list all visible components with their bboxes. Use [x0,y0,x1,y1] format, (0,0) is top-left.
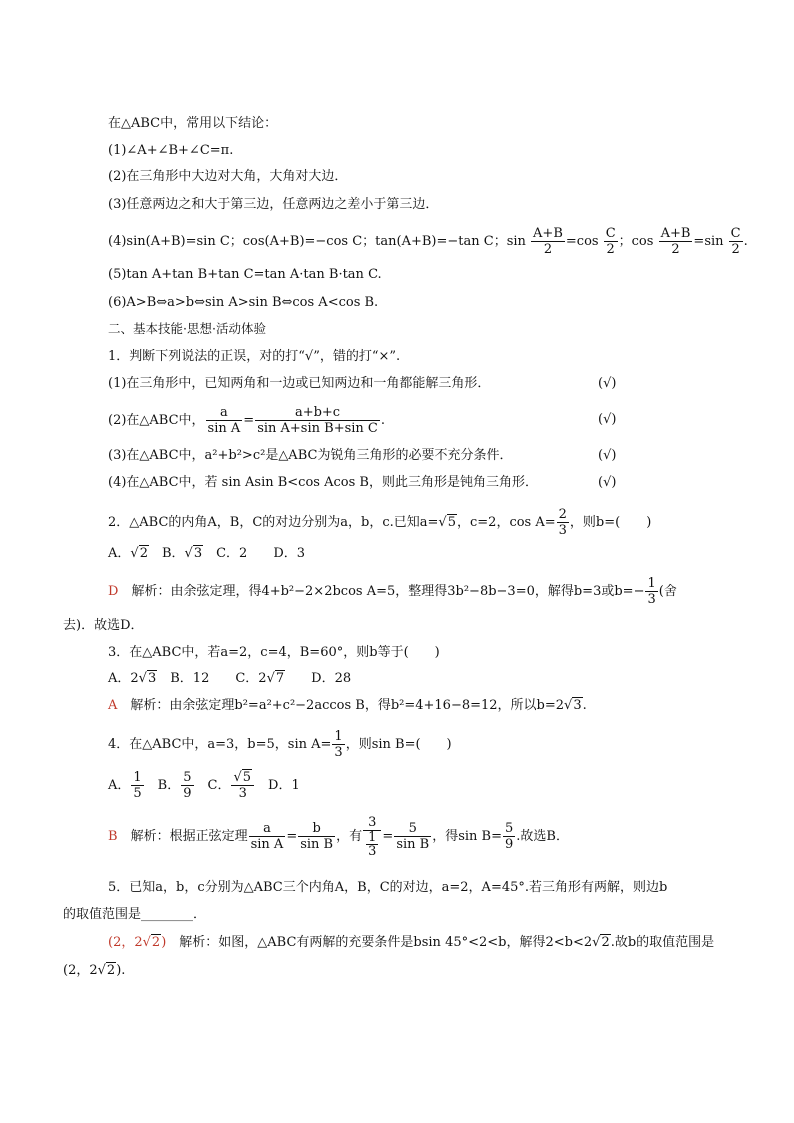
fraction: $\frac{5}{9}$ [504,821,514,852]
q1-mark-3: (√) [598,448,617,463]
q3-options: A．2√3 B．12 C．2√7 D．28 [108,671,352,686]
q2-stem: 2．△ABC的内角A，B，C的对边分别为a，b，c.已知a=√5，c=2，cos A= $\frac{2}{3}$ ，则b=( ) [108,507,652,538]
answer-value: (2，2√2) [108,935,167,950]
q4-solution: B 解析：根据正弦定理 $\frac{a}{\text{sin A}}$ = $\frac{b}{\text{sin B}}$ ，有 $\frac{3}{\frac{1}{3}}$ = $\frac{5}{\text{sin B}}$ ，得sin B= $\frac{5}{9}$ .故选B． [108,815,569,859]
fraction: $\frac{1}{3}$ [647,576,656,607]
fraction: $\frac{b}{\text{sin B}}$ [300,821,334,852]
conclusion-1: (1)∠A+∠B+∠C=π. [108,143,234,158]
conclusion-6: (6)A>B⇔a>b⇔sin A>sin B⇔cos A<cos B. [108,295,379,310]
fraction: $\frac{A+B}{2}$ [660,226,691,257]
answer-letter: B [108,829,118,844]
nested-fraction: $\frac{3}{\frac{1}{3}}$ [363,815,381,858]
q1-mark-2: (√) [598,412,617,427]
q1-statement-3: (3)在△ABC中，a²+b²>c²是△ABC为锐角三角形的必要不充分条件． [108,448,513,463]
fraction: $\frac{C}{2}$ [605,226,616,257]
conclusion-2: (2)在三角形中大边对大角，大角对大边． [108,169,348,184]
q1-title: 1．判断下列说法的正误，对的打“√”，错的打“×”. [108,349,401,364]
q5-stem-cont: 的取值范围是________． [63,907,207,922]
q5-solution: (2，2√2) 解析：如图，△ABC有两解的充要条件是bsin 45°<2<b，解得2<b<2√2.故b的取值范围是 [108,935,715,950]
fraction: $\frac{C}{2}$ [730,226,741,257]
answer-letter: A [108,698,118,713]
q4-options: A． $\frac{1}{5}$ B． $\frac{5}{9}$ C． $\frac{√5}{3}$ D．1 [108,770,300,801]
q1-statement-2: (2)在△ABC中， $\frac{a}{\text{sin A}}$ = $\frac{a+b+c}{\text{sin A+sin B+sin C}}$ . [108,405,386,436]
q5-solution-cont: (2，2√2). [63,963,126,978]
q1-mark-1: (√) [598,376,617,391]
section-heading: 二、基本技能·思想·活动体验 [108,321,266,336]
fraction: $\frac{a+b+c}{\text{sin A+sin B+sin C}}$ [257,405,378,436]
intro-text: 在△ABC中，常用以下结论： [108,116,278,131]
answer-letter: D [108,584,119,599]
q2-options: A．√2 B．√3 C．2 D．3 [108,546,306,561]
q1-statement-4: (4)在△ABC中，若 sin Asin B<cos Acos B，则此三角形是钝角三角形． [108,475,538,490]
conclusion-4: (4)sin(A+B)=sin C；cos(A+B)=−cos C；tan(A+B)=−tan C；sin $\frac{A+B}{2}$ =cos $\frac{C}{2}$ ；cos $\frac{A+B}{2}$ =sin $\frac{C}{2}$ . [108,226,748,257]
q1-mark-4: (√) [598,475,617,490]
fraction: $\frac{√5}{3}$ [231,770,254,801]
q4-stem: 4．在△ABC中，a=3，b=5，sin A= $\frac{1}{3}$ ，则sin B=( ) [108,729,452,760]
q2-solution-cont: 去)．故选D． [63,618,144,633]
fraction: $\frac{A+B}{2}$ [533,226,563,257]
q3-solution: A 解析：由余弦定理b²=a²+c²−2accos B，得b²=4+16−8=12，所以b=2√3. [108,698,587,713]
fraction: $\frac{2}{3}$ [558,507,567,538]
q2-solution: D 解析：由余弦定理，得4+b²−2×2bcos A=5，整理得3b²−8b−3=0，解得b=3或b=− $\frac{1}{3}$ (舍 [108,576,677,607]
q3-stem: 3．在△ABC中，若a=2，c=4，B=60°，则b等于( ) [108,645,440,660]
fraction: $\frac{1}{3}$ [334,729,343,760]
fraction: $\frac{a}{\text{sin A}}$ [207,405,241,436]
conclusion-3: (3)任意两边之和大于第三边，任意两边之差小于第三边． [108,197,439,212]
q5-stem: 5．已知a，b，c分别为△ABC三个内角A，B，C的对边，a=2，A=45°.若三角形有两解，则边b [108,880,668,895]
q1-statement-1: (1)在三角形中，已知两角和一边或已知两边和一角都能解三角形． [108,376,491,391]
fraction: $\frac{5}{\text{sin B}}$ [396,821,430,852]
fraction: $\frac{a}{\text{sin A}}$ [250,821,284,852]
conclusion-5: (5)tan A+tan B+tan C=tan A·tan B·tan C. [108,267,382,282]
fraction: $\frac{1}{5}$ [133,770,142,801]
fraction: $\frac{5}{9}$ [183,770,192,801]
